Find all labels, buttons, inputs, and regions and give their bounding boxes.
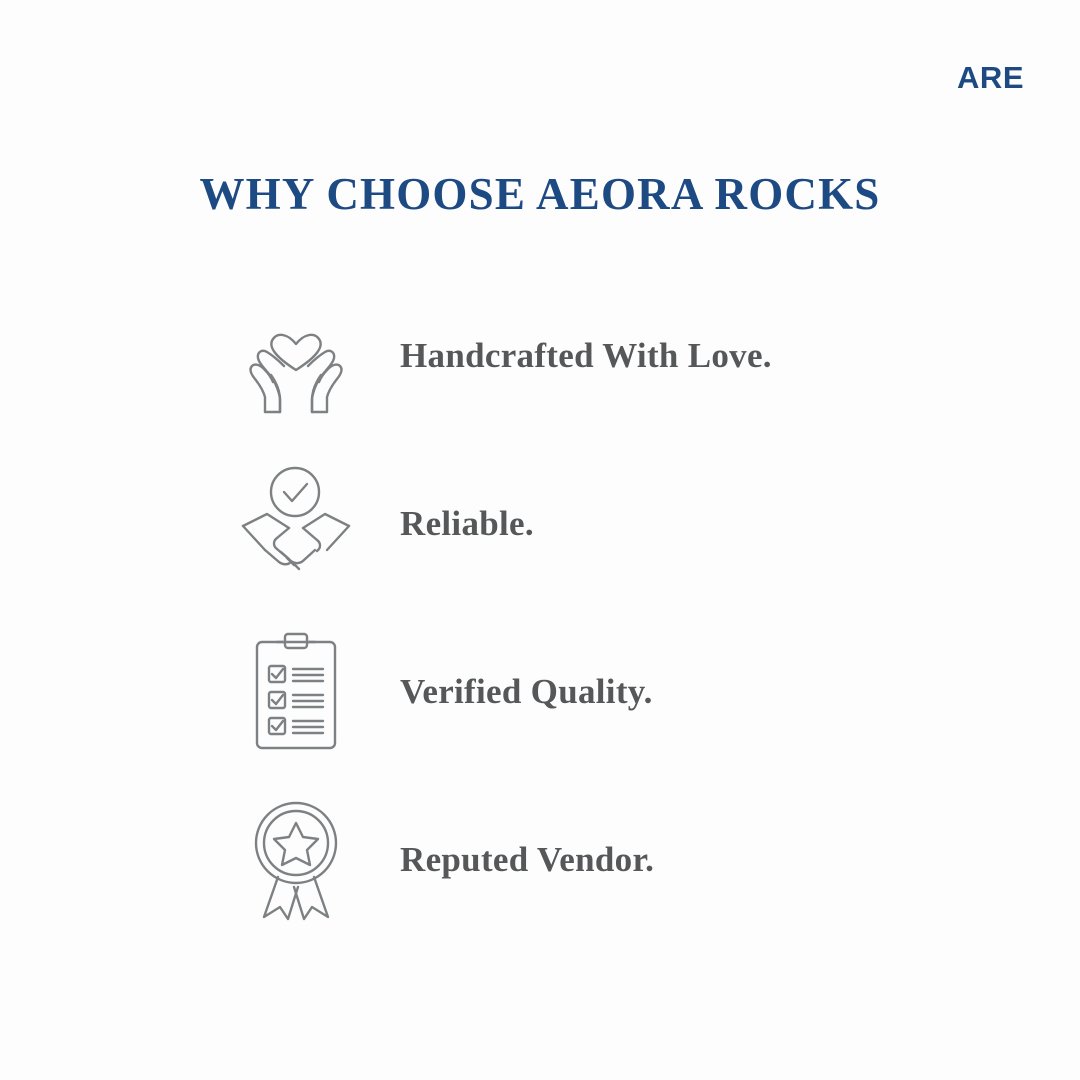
feature-list [236, 272, 936, 944]
handshake-check-icon [236, 459, 356, 589]
brand-logo-text: ARE [957, 60, 1024, 95]
list-item-label: Verified Quality. [400, 672, 653, 711]
list-item-label: Handcrafted With Love. [400, 336, 772, 375]
list-item [236, 440, 936, 608]
hands-holding-heart-icon [236, 291, 356, 421]
award-ribbon-star-icon [236, 795, 356, 925]
list-item [236, 776, 936, 944]
page-title: WHY CHOOSE AEORA ROCKS [199, 169, 881, 219]
list-item [236, 272, 936, 440]
brand-logo [957, 62, 1024, 93]
list-item-label: Reputed Vendor. [400, 840, 655, 879]
list-item [236, 608, 936, 776]
clipboard-checklist-icon [236, 627, 356, 757]
list-item-label: Reliable. [400, 504, 534, 543]
